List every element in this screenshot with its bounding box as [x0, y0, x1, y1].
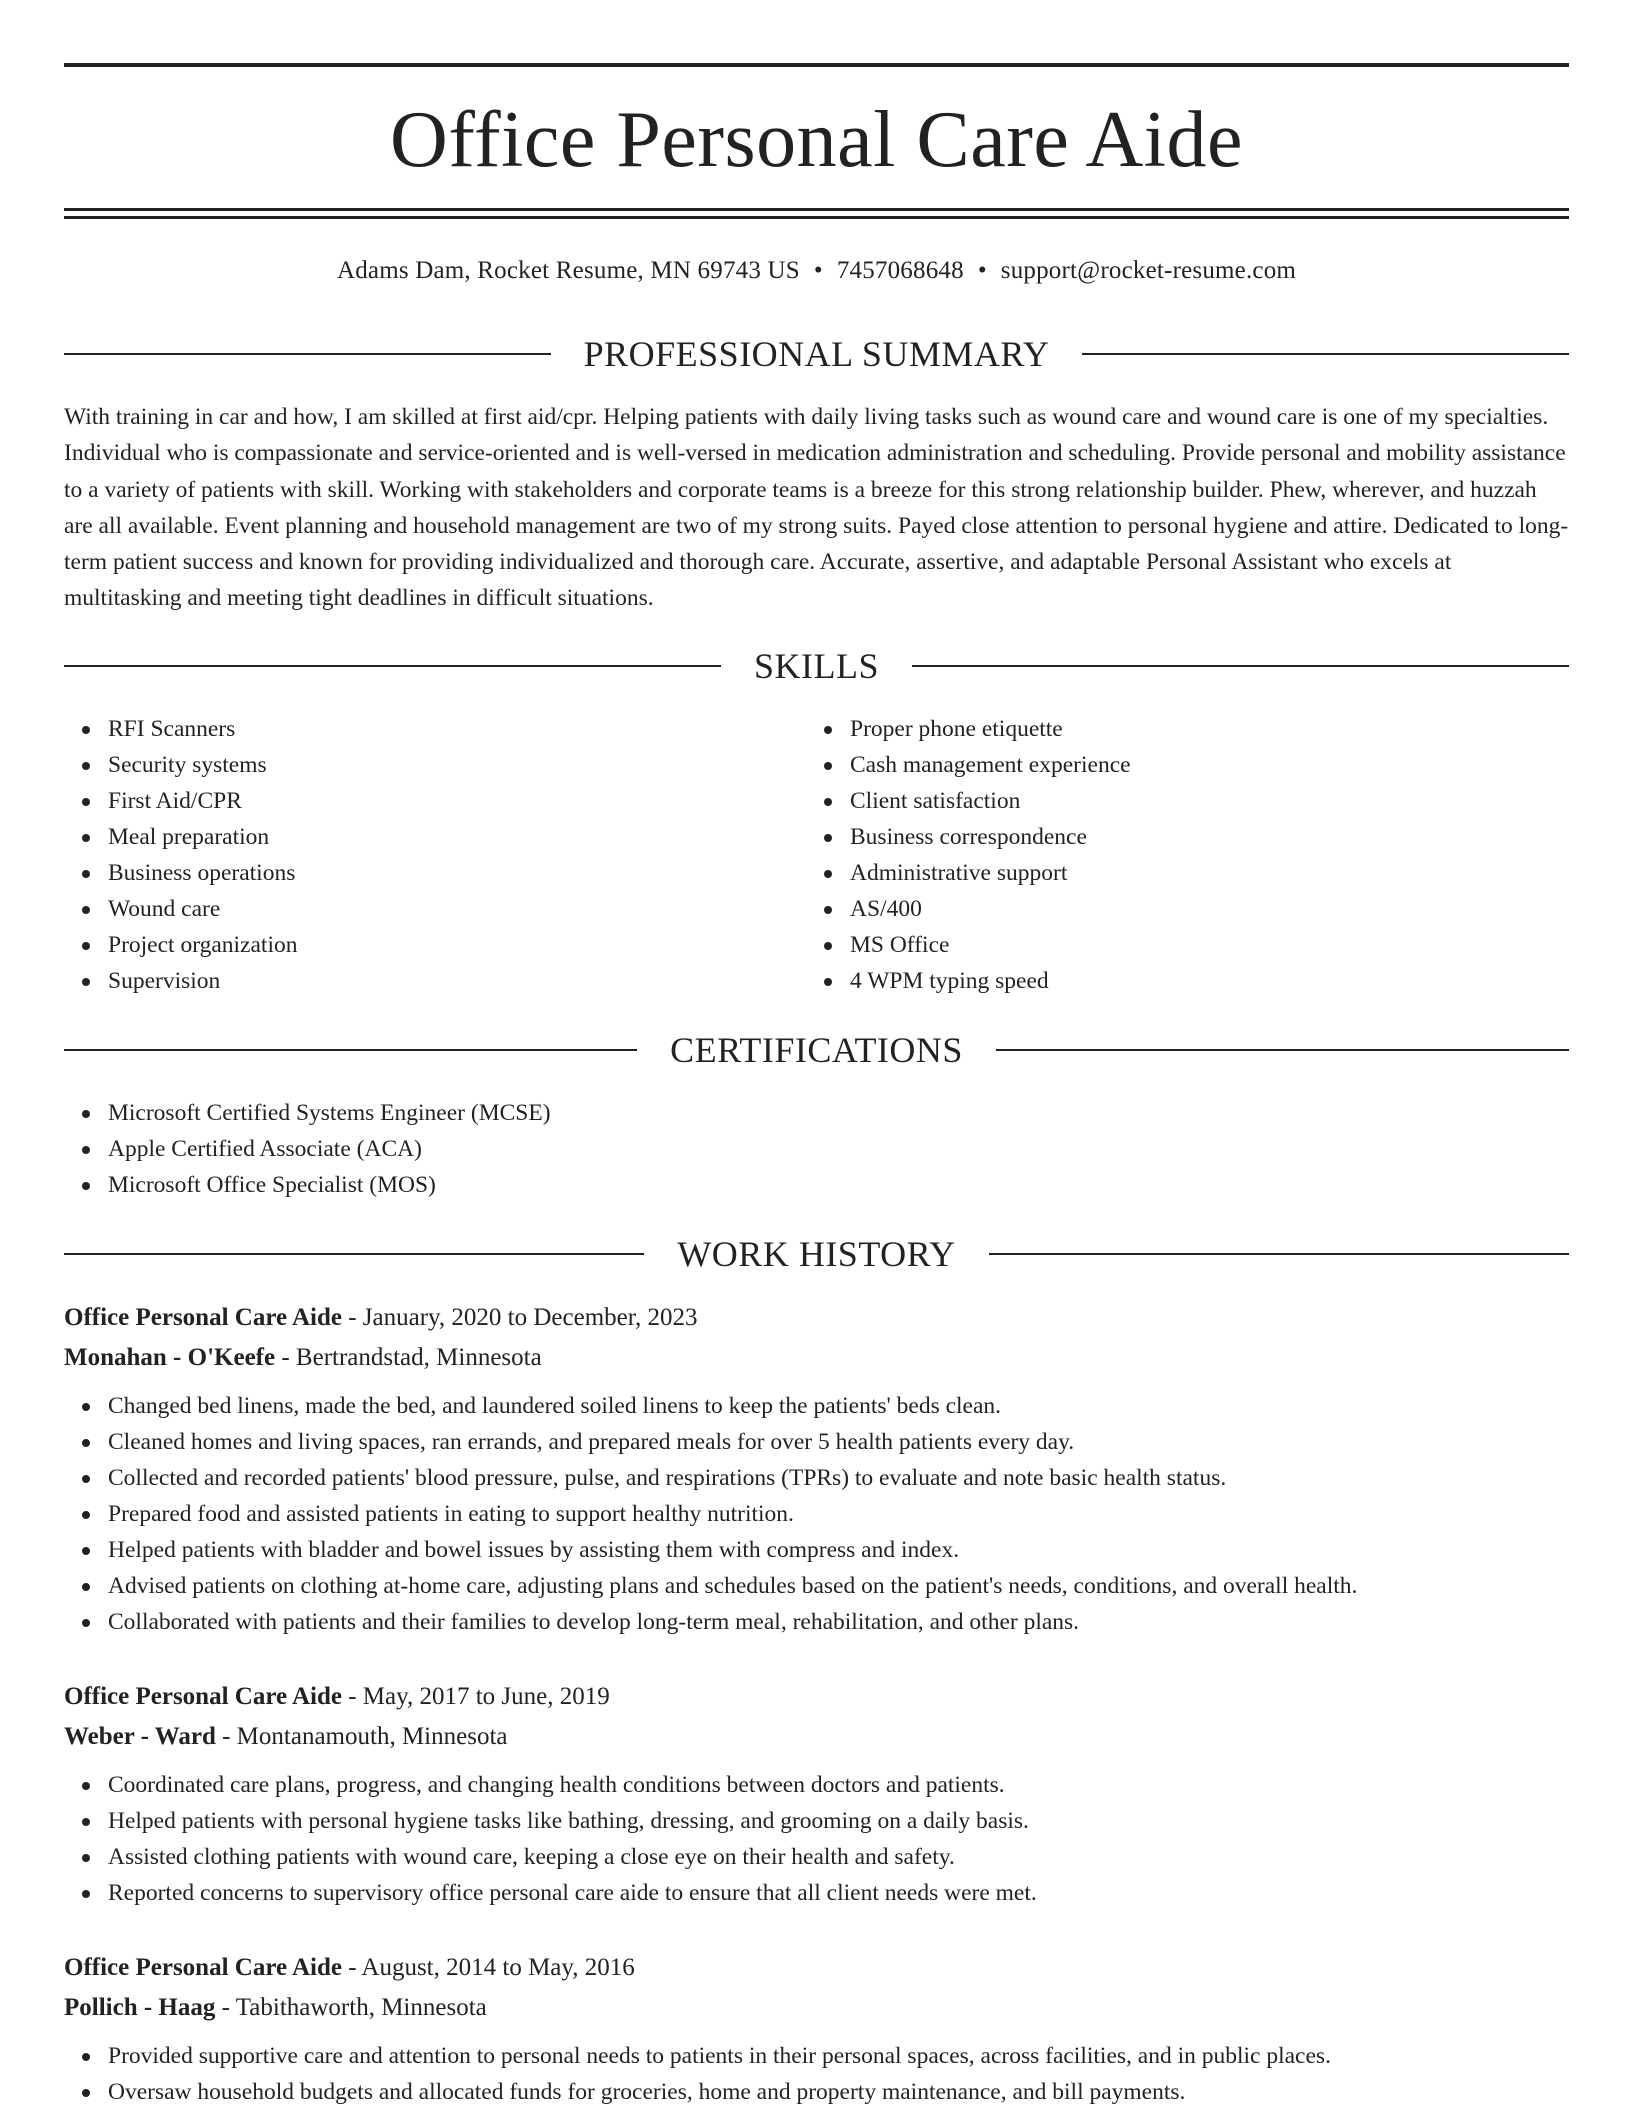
skill-item: Cash management experience	[806, 747, 1131, 783]
top-rule	[64, 63, 1569, 67]
certification-item: Apple Certified Associate (ACA)	[64, 1131, 551, 1167]
job-duty-item: Helped patients with bladder and bowel issues by assisting them with compress and index.	[64, 1532, 1569, 1568]
summary-text: With training in car and how, I am skilled at first aid/cpr. Helping patients with daily living tasks such as wound care and wound care is one of my specialties. Individual who is compassionate and service-oriented and is well-versed in medication administration and scheduling. Provide personal and mobility assistance to a variety of patients with skill. Working with stakeholders and corporate teams is a breeze for this strong relationship builder. Phew, wherever, and huzzah are all available. Event planning and household management are two of my strong suits. Payed close attention to personal hygiene and attire. Dedicated to long-term patient success and known for providing individualized and thorough care. Accurate, assertive, and adaptable Personal Assistant who excels at multitasking and meeting tight deadlines in difficult situations.	[64, 404, 1569, 612]
job-title-line	[64, 1677, 1569, 1717]
heading-rule-left	[64, 1253, 644, 1255]
skill-item: AS/400	[806, 891, 1131, 927]
skill-item: First Aid/CPR	[64, 783, 297, 819]
job-company-line	[64, 1988, 1569, 2028]
job-entry	[64, 1677, 1569, 1911]
contact-line	[64, 253, 1569, 289]
job-duty-item: Reported concerns to supervisory office personal care aide to ensure that all client needs were met.	[64, 1875, 1569, 1911]
certifications-list	[64, 1095, 551, 1203]
skills-heading: SKILLS	[754, 646, 880, 686]
job-duties-list	[64, 1767, 1569, 1911]
contact-email: support@rocket-resume.com	[1000, 257, 1297, 284]
heading-rule-left	[64, 1049, 637, 1051]
job-title: Office Personal Care Aide	[64, 1683, 342, 1710]
job-location: - Bertrandstad, Minnesota	[275, 1344, 542, 1371]
skills-column-right	[806, 711, 1131, 999]
job-entry	[64, 1298, 1569, 1640]
job-company: Pollich - Haag	[64, 1994, 216, 2021]
job-duty-item: Changed bed linens, made the bed, and laundered soiled linens to keep the patients' beds clean.	[64, 1388, 1569, 1424]
job-company-line	[64, 1338, 1569, 1378]
job-company: Weber - Ward	[64, 1723, 216, 1750]
job-duty-item: Collaborated with patients and their families to develop long-term meal, rehabilitation, and other plans.	[64, 1604, 1569, 1640]
job-dates: - May, 2017 to June, 2019	[341, 1683, 610, 1710]
skill-item: Business operations	[64, 855, 297, 891]
skill-item: Business correspondence	[806, 819, 1131, 855]
job-duty-item: Advised patients on clothing at-home care, adjusting plans and schedules based on the patient's needs, conditions, and overall health.	[64, 1568, 1569, 1604]
contact-phone: 7457068648	[836, 257, 964, 284]
job-duties-list	[64, 2038, 1569, 2110]
job-title-line	[64, 1948, 1569, 1988]
skill-item: RFI Scanners	[64, 711, 297, 747]
contact-separator: •	[977, 257, 987, 284]
summary-section-heading	[64, 332, 1569, 376]
skill-item: 4 WPM typing speed	[806, 963, 1131, 999]
skills-column-left	[64, 711, 297, 999]
skill-item: Supervision	[64, 963, 297, 999]
job-duty-item: Assisted clothing patients with wound care, keeping a close eye on their health and safety.	[64, 1839, 1569, 1875]
certification-item: Microsoft Certified Systems Engineer (MCSE)	[64, 1095, 551, 1131]
skill-item: Proper phone etiquette	[806, 711, 1131, 747]
skill-item: Project organization	[64, 927, 297, 963]
job-location: - Tabithaworth, Minnesota	[215, 1994, 487, 2021]
job-location: - Montanamouth, Minnesota	[215, 1723, 508, 1750]
certifications-heading: CERTIFICATIONS	[670, 1030, 963, 1070]
job-duties-list	[64, 1388, 1569, 1640]
skill-item: Client satisfaction	[806, 783, 1131, 819]
skill-item: Security systems	[64, 747, 297, 783]
job-dates: - January, 2020 to December, 2023	[341, 1304, 698, 1331]
header-divider-lower	[64, 216, 1569, 219]
job-duty-item: Helped patients with personal hygiene tasks like bathing, dressing, and grooming on a daily basis.	[64, 1803, 1569, 1839]
certifications-block	[64, 1095, 551, 1203]
skill-item: Meal preparation	[64, 819, 297, 855]
job-dates: - August, 2014 to May, 2016	[341, 1954, 635, 1981]
contact-separator: •	[813, 257, 823, 284]
job-title: Office Personal Care Aide	[64, 1304, 342, 1331]
job-company-line	[64, 1717, 1569, 1757]
job-duty-item: Prepared food and assisted patients in eating to support healthy nutrition.	[64, 1496, 1569, 1532]
skills-list-left	[64, 711, 297, 999]
work-section-heading	[64, 1232, 1569, 1276]
certifications-section-heading	[64, 1028, 1569, 1072]
heading-rule-right	[996, 1049, 1569, 1051]
heading-rule-right	[1082, 353, 1569, 355]
job-title-line	[64, 1298, 1569, 1338]
summary-heading: PROFESSIONAL SUMMARY	[583, 334, 1050, 374]
skills-section-heading	[64, 644, 1569, 688]
job-duty-item: Collected and recorded patients' blood pressure, pulse, and respirations (TPRs) to evaluate and note basic health status.	[64, 1460, 1569, 1496]
skill-item: Administrative support	[806, 855, 1131, 891]
job-duty-item: Cleaned homes and living spaces, ran errands, and prepared meals for over 5 health patients every day.	[64, 1424, 1569, 1460]
candidate-name: Office Personal Care Aide	[390, 96, 1243, 184]
work-heading: WORK HISTORY	[677, 1234, 956, 1274]
certification-item: Microsoft Office Specialist (MOS)	[64, 1167, 551, 1203]
job-duty-item: Coordinated care plans, progress, and changing health conditions between doctors and patients.	[64, 1767, 1569, 1803]
job-duty-item: Oversaw household budgets and allocated funds for groceries, home and property maintenance, and bill payments.	[64, 2074, 1569, 2110]
heading-rule-right	[989, 1253, 1569, 1255]
skill-item: Wound care	[64, 891, 297, 927]
contact-address: Adams Dam, Rocket Resume, MN 69743 US	[336, 257, 800, 284]
job-entry	[64, 1948, 1569, 2110]
header-divider-upper	[64, 208, 1569, 211]
heading-rule-left	[64, 665, 721, 667]
job-title: Office Personal Care Aide	[64, 1954, 342, 1981]
heading-rule-right	[912, 665, 1569, 667]
job-company: Monahan - O'Keefe	[64, 1344, 276, 1371]
skill-item: MS Office	[806, 927, 1131, 963]
heading-rule-left	[64, 353, 551, 355]
skills-list-right	[806, 711, 1131, 999]
job-duty-item: Provided supportive care and attention to personal needs to patients in their personal spaces, across facilities, and in public places.	[64, 2038, 1569, 2074]
